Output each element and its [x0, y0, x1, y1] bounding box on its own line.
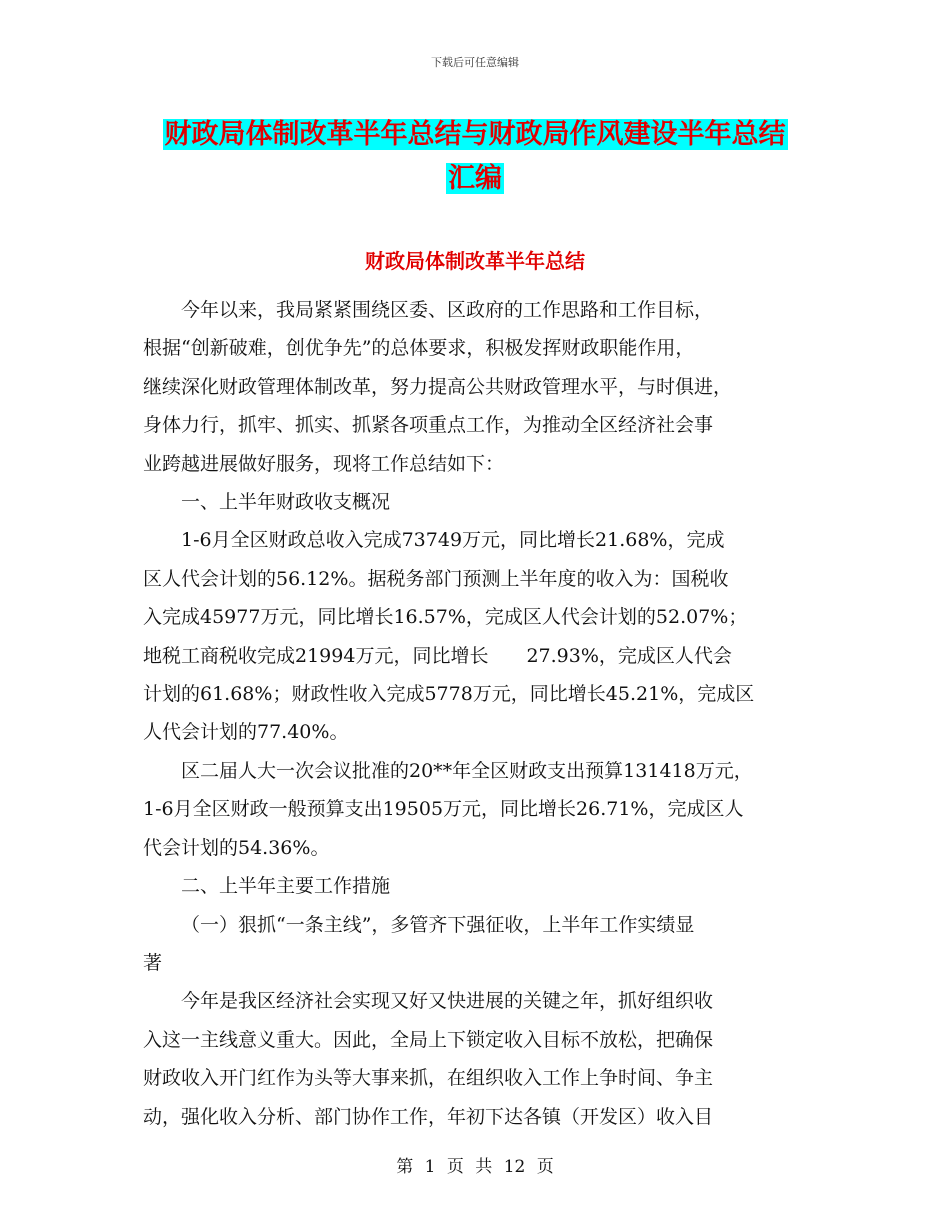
- paragraph: [143, 752, 813, 867]
- text-line: 身体力行，抓牢、抓实、抓紧各项重点工作，为推动全区经济社会事: [143, 414, 714, 437]
- text-line: 入这一主线意义重大。因此，全局上下锁定收入目标不放松，把确保: [143, 1028, 714, 1051]
- text-line: 今年以来，我局紧紧围绕区委、区政府的工作思路和工作目标，: [181, 299, 714, 321]
- text-line: 计划的61.68%；财政性收入完成5778万元，同比增长45.21%，完成区: [143, 683, 755, 706]
- text-line: 入完成45977万元，同比增长16.57%，完成区人代会计划的52.07%；: [143, 606, 748, 629]
- text-line: 继续深化财政管理体制改革，努力提高公共财政管理水平，与时俱进，: [143, 375, 733, 398]
- page-footer: 第 1 页 共 12 页: [396, 1157, 554, 1177]
- document-title: [0, 110, 950, 194]
- title-line-1-text: 财政局体制改革半年总结与财政局作风建设半年总结: [164, 119, 786, 150]
- paragraph-heading: [143, 867, 813, 905]
- text-line: 区人代会计划的56.12%。据税务部门预测上半年度的收入为：国税收: [143, 567, 729, 590]
- text-line: 今年是我区经济社会实现又好又快进展的关键之年，抓好组织收: [181, 990, 714, 1013]
- text-line: 人代会计划的77.40%。: [143, 721, 349, 744]
- text-line: （一）狠抓“一条主线”，多管齐下强征收，上半年工作实绩显: [181, 913, 695, 936]
- text-line: 代会计划的54.36%。: [143, 836, 330, 859]
- text-line: 动，强化收入分析、部门协作工作，年初下达各镇（开发区）收入目: [143, 1105, 714, 1128]
- text-line: 1-6月全区财政一般预算支出19505万元，同比增长26.71%，完成区人: [143, 798, 744, 821]
- text-line: 财政收入开门红作为头等大事来抓，在组织收入工作上争时间、争主: [143, 1067, 714, 1090]
- text-line: 1-6月全区财政总收入完成73749万元，同比增长21.68%，完成: [181, 529, 725, 552]
- paragraph: [143, 982, 813, 1136]
- text-line: 业跨越进展做好服务，现将工作总结如下：: [143, 452, 505, 475]
- text-line: 根据“创新破难，创优争先”的总体要求，积极发挥财政职能作用，: [143, 337, 695, 360]
- text-line: 二、上半年主要工作措施: [181, 875, 391, 898]
- text-line: 地税工商税收完成21994万元，同比增长 27.93%，完成区人代会: [143, 644, 732, 667]
- section-title: 财政局体制改革半年总结: [365, 249, 585, 273]
- paragraph: [143, 521, 813, 751]
- title-line-2: [0, 154, 950, 204]
- text-line: 著: [143, 951, 163, 974]
- text-line: 区二届人大一次会议批准的20**年全区财政支出预算131418万元，: [181, 759, 753, 782]
- text-line: 一、上半年财政收支概况: [181, 491, 391, 514]
- title-line-2-text: 汇编: [448, 163, 502, 194]
- paragraph-heading: [143, 483, 813, 521]
- title-line-1: [0, 110, 950, 160]
- paragraph-subheading: [143, 906, 813, 983]
- header-note: 下载后可任意编辑: [431, 56, 519, 69]
- paragraph: [143, 291, 813, 483]
- body-text: [143, 291, 813, 1136]
